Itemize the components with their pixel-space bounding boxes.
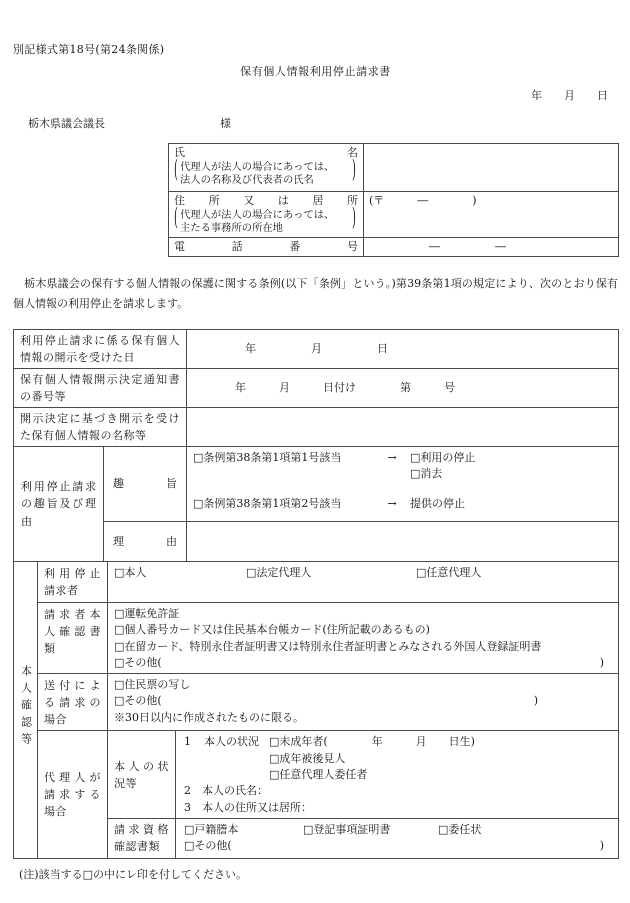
purpose-reason-label: 利用停止請求の趣旨及び理由 (14, 447, 104, 562)
notice-number-label: 保有個人情報開示決定通知書の番号等 (14, 368, 187, 407)
address-label-cell (169, 191, 364, 237)
checkbox-minor[interactable]: □未成年者( 年 月 日生) (269, 735, 475, 749)
applicant-table (168, 143, 619, 257)
address-row (169, 191, 619, 237)
notice-number-value[interactable]: 年 月 日付け 第 号 (187, 368, 619, 407)
arrow-icon: → (387, 497, 397, 510)
intro-paragraph: 栃木県議会の保有する個人情報の保護に関する条例(以下「条例」という。)第39条第1項の規定により、次のとおり保有個人情報の利用停止を請求します。 (13, 276, 618, 310)
principal-address-field[interactable]: 3 本人の住所又は居所： (184, 800, 312, 814)
info-name-label: 開示決定に基づき開示を受けた保有個人情報の名称等 (14, 407, 187, 446)
purpose-line-2 (193, 466, 604, 482)
principal-name-field[interactable]: 2 本人の氏名： (184, 784, 268, 798)
by-mail-label: 送付による請求の場合 (38, 674, 108, 731)
qualification-options (176, 818, 619, 858)
reason-label: 理由 (104, 522, 187, 562)
addressee-name: 栃木県議会議長 (28, 116, 105, 130)
mail-note: ※30日以内に作成されたものに限る。 (114, 710, 304, 724)
disclosure-date-value[interactable]: 年 月 日 (187, 329, 619, 368)
name-note-line2: 法人の名称及び代表者の氏名 (180, 173, 314, 186)
checkbox-power-of-attorney[interactable]: □委任状 (438, 822, 482, 836)
status-label: 本人の状況等 (108, 731, 176, 818)
reason-row (14, 522, 619, 562)
identity-docs-options (108, 603, 619, 674)
name-note (174, 158, 358, 187)
checkbox-voluntary-principal[interactable]: □任意代理人委任者 (269, 767, 368, 781)
purpose-line-3 (193, 496, 604, 512)
address-note-line1: 代理人が法人の場合にあっては、 (180, 208, 335, 221)
checkbox-erase[interactable]: □消去 (410, 467, 443, 480)
form-number: 別記様式第18号(第24条関係) (13, 43, 165, 56)
reason-value[interactable] (187, 522, 619, 562)
phone-row (169, 237, 619, 256)
page-title: 保有個人情報利用停止請求書 (240, 64, 391, 78)
checkbox-mail-other[interactable]: □その他( ) (114, 693, 604, 709)
checkbox-drivers-license[interactable]: □運転免許証 (114, 607, 180, 620)
checkbox-residence-card[interactable]: □在留カード、特別永住者証明書又は特別永住者証明書とみなされる外国人登録証明書 (114, 639, 542, 653)
arrow-icon: → (387, 451, 397, 464)
checkbox-legal-agent[interactable]: □法定代理人 (246, 566, 312, 579)
date-blank-line[interactable]: 年 月 日 (531, 88, 608, 102)
identity-docs-label: 請求者本人確認書類 (38, 603, 108, 674)
purpose-content (187, 447, 619, 522)
item1-label: 本人の状況 (204, 735, 259, 749)
requester-label: 利用停止請求者 (38, 562, 108, 603)
checkbox-resident-copy[interactable]: □住民票の写し (114, 678, 191, 692)
checkbox-voluntary-agent[interactable]: □任意代理人 (416, 566, 482, 579)
address-label: 住所又は居所 (174, 193, 358, 207)
purpose-label: 趣旨 (104, 447, 187, 522)
close-paren: ) (352, 206, 356, 233)
footer-note: (注)該当する□の中にレ印を付してください。 (19, 867, 247, 881)
address-note-line2: 主たる事務所の所在地 (180, 221, 283, 234)
name-input-cell[interactable] (364, 143, 619, 191)
address-input-cell[interactable]: (〒 ― ) (364, 191, 619, 237)
checkbox-clause1[interactable]: □条例第38条第1項第1号該当 (193, 451, 342, 464)
checkbox-adult-ward[interactable]: □成年被後見人 (269, 751, 346, 765)
by-agent-label: 代理人が請求する場合 (38, 731, 108, 858)
checkbox-registry-cert[interactable]: □登記事項証明書 (303, 822, 391, 836)
purpose-line-1 (193, 450, 604, 466)
stop-provision-text: 提供の停止 (410, 497, 465, 510)
close-paren: ) (352, 158, 356, 185)
checkbox-mynumber-card[interactable]: □個人番号カード又は住民基本台帳カード(住所記載のあるもの) (114, 623, 430, 637)
phone-label: 電話番号 (174, 240, 358, 254)
name-label: 氏名 (174, 145, 358, 159)
address-note (174, 206, 358, 235)
by-mail-options (108, 674, 619, 731)
close-paren: ) (599, 839, 604, 853)
name-note-line1: 代理人が法人の場合にあっては、 (180, 160, 335, 173)
item1-number: 1 (184, 735, 191, 749)
phone-input-cell[interactable]: ― ― (364, 237, 619, 256)
disclosure-date-row (14, 329, 619, 368)
info-name-row (14, 407, 619, 446)
close-paren: ) (599, 655, 604, 669)
checkbox-clause2[interactable]: □条例第38条第1項第2号該当 (193, 497, 342, 510)
agent-status-row (14, 731, 619, 818)
identity-side-label: 本人確認等 (19, 664, 33, 750)
notice-number-row (14, 368, 619, 407)
name-label-cell (169, 143, 364, 191)
purpose-row (14, 447, 619, 522)
requester-options (108, 562, 619, 603)
disclosure-date-label: 利用停止請求に係る保有個人情報の開示を受けた日 (14, 329, 187, 368)
checkbox-family-register[interactable]: □戸籍謄本 (184, 822, 239, 836)
info-name-value[interactable] (187, 407, 619, 446)
phone-label-cell (169, 237, 364, 256)
requester-row (14, 562, 619, 603)
request-table (13, 329, 619, 859)
identity-docs-row (14, 603, 619, 674)
addressee-line (13, 116, 618, 132)
by-mail-row (14, 674, 619, 731)
close-paren: ) (533, 694, 538, 708)
identity-side-label-cell (14, 562, 38, 859)
checkbox-stop-use[interactable]: □利用の停止 (410, 451, 476, 464)
open-paren: ( (174, 206, 178, 233)
checkbox-qualification-other[interactable]: □その他( ) (184, 838, 604, 854)
checkbox-self[interactable]: □本人 (114, 566, 147, 579)
checkbox-docs-other[interactable]: □その他( ) (114, 655, 604, 671)
qualification-label: 請求資格確認書類 (108, 818, 176, 858)
honorific: 様 (220, 116, 231, 130)
name-row (169, 143, 619, 191)
status-content (176, 731, 619, 818)
open-paren: ( (174, 158, 178, 185)
